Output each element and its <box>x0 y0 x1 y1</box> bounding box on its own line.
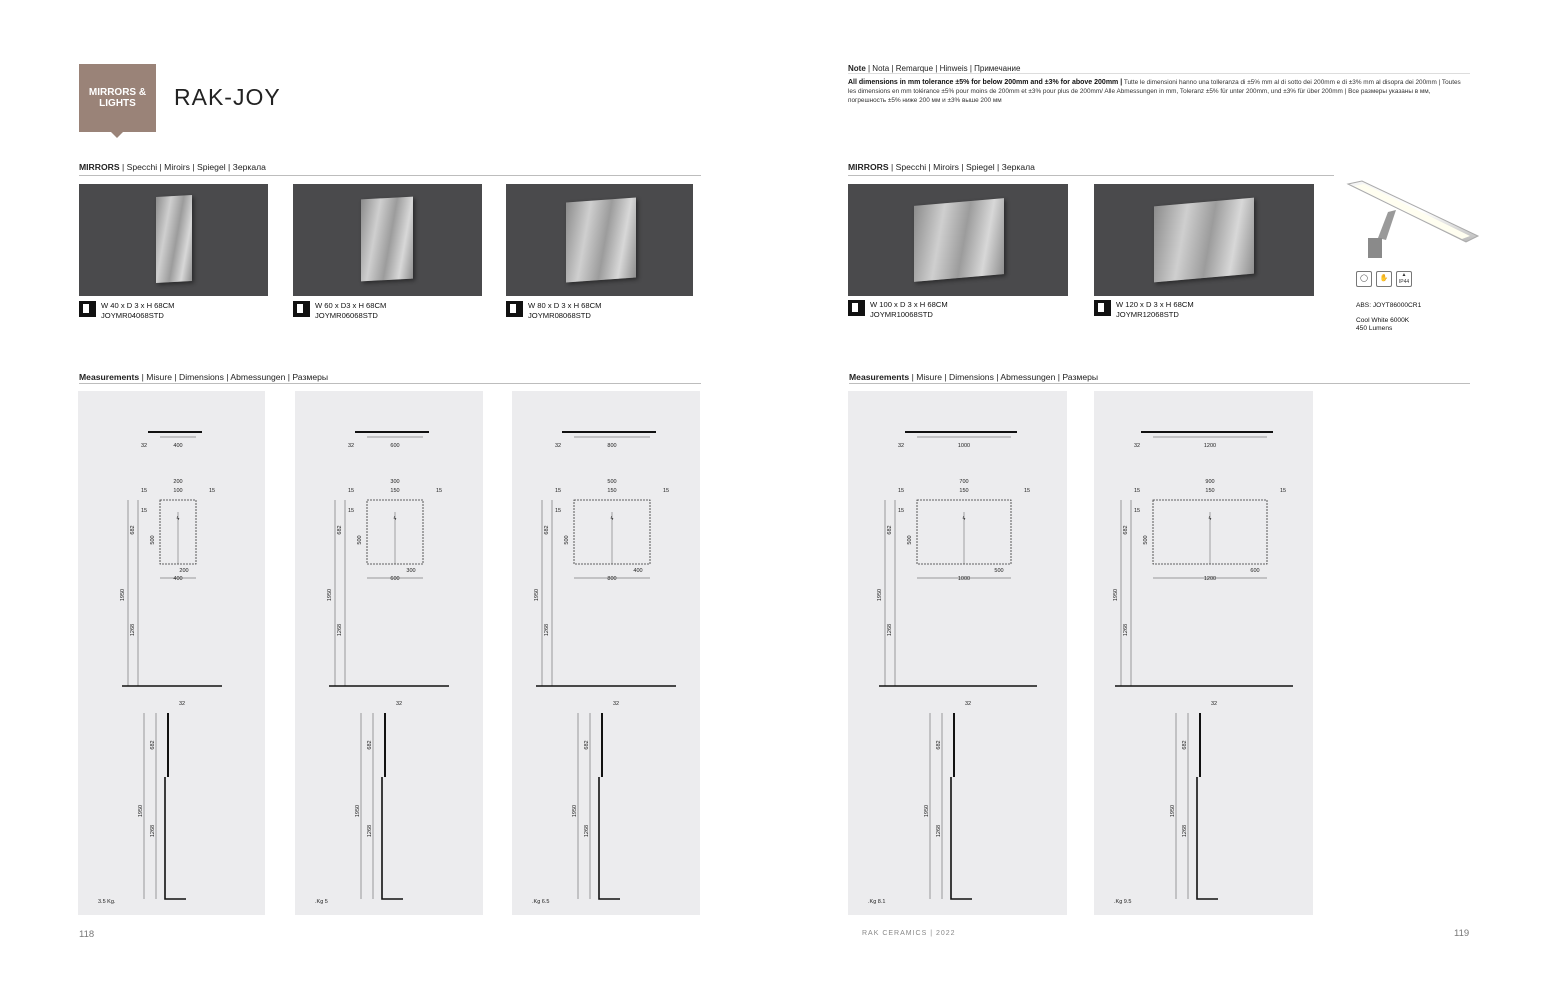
mirror-height-label: 500 <box>1143 535 1149 545</box>
product-caption-100: W 100 x D 3 x H 68CM JOYMR10068STD <box>848 300 948 320</box>
floor-height-label: 1268 <box>130 623 136 637</box>
drawing-panel-40 <box>78 391 265 915</box>
side-view-wall <box>951 777 972 899</box>
mirrors-heading-left: MIRRORS | Specchi | Miroirs | Spiegel | Зеркала <box>79 162 266 172</box>
product-caption-60: W 60 x D3 x H 68CM JOYMR06068STD <box>293 301 386 321</box>
lamp-feature-icons <box>1356 271 1412 287</box>
top-width-label: 1000 <box>957 443 971 449</box>
hand-icon: ✋ <box>1376 271 1392 287</box>
edge-label-left: 15 <box>897 488 905 494</box>
mirrors-rule-left <box>79 175 701 176</box>
note-heading: Note | Nota | Remarque | Hinweis | Примечание <box>848 64 1021 73</box>
product-photo-40 <box>79 184 268 296</box>
weight-label: .Kg 6.5 <box>532 899 550 905</box>
edge-label-top: 15 <box>897 508 905 514</box>
inner-label: 150 <box>1205 488 1215 494</box>
mirrors-rule-right <box>848 175 1334 176</box>
side-height-label: 682 <box>150 740 156 750</box>
page-number-right: 119 <box>1454 928 1470 939</box>
side-view-wall <box>165 777 186 899</box>
edge-label-right: 15 <box>435 488 443 494</box>
inner-label: 150 <box>607 488 617 494</box>
drawing-panel-100 <box>848 391 1067 915</box>
top-span-label: 300 <box>390 479 400 485</box>
edge-label-left: 15 <box>554 488 562 494</box>
side-floor-label: 1268 <box>150 824 156 838</box>
mirror-height-label: 500 <box>357 535 363 545</box>
weight-label: .Kg 5 <box>315 899 328 905</box>
product-photo-120 <box>1094 184 1314 296</box>
front-width-label: 1200 <box>1203 576 1217 582</box>
bulb-icon: ◯ <box>1356 271 1372 287</box>
edge-label-right: 15 <box>1023 488 1031 494</box>
light-icon: ϟ <box>176 516 180 522</box>
product-caption-40: W 40 x D 3 x H 68CM JOYMR04068STD <box>79 301 174 321</box>
drawing-panel-120 <box>1094 391 1313 915</box>
mirror-height-label: 500 <box>564 535 570 545</box>
side-view-wall <box>599 777 620 899</box>
half-width-label: 400 <box>633 568 643 574</box>
top-width-label: 800 <box>607 443 617 449</box>
edge-label-top: 15 <box>1133 508 1141 514</box>
total-height-label: 1950 <box>534 588 540 602</box>
footer-brand: RAK CERAMICS | 2022 <box>862 930 956 937</box>
side-height-label: 682 <box>584 740 590 750</box>
inner-label: 150 <box>959 488 969 494</box>
total-height-label: 1950 <box>877 588 883 602</box>
height-label: 682 <box>337 525 343 535</box>
depth-label: 32 <box>1133 443 1141 449</box>
edge-label-top: 15 <box>140 508 148 514</box>
front-width-label: 600 <box>390 576 400 582</box>
side-view-wall <box>1197 777 1218 899</box>
mirror-height-label: 500 <box>150 535 156 545</box>
edge-label-right: 15 <box>208 488 216 494</box>
top-span-label: 200 <box>173 479 183 485</box>
weight-label: 3.5 Kg. <box>98 899 116 905</box>
note-rule <box>848 73 1470 74</box>
product-photo-60 <box>293 184 482 296</box>
edge-label-left: 15 <box>347 488 355 494</box>
lamp-code: ABS: JOYT86000CR1 <box>1356 302 1422 309</box>
light-icon: ϟ <box>962 516 966 522</box>
inner-label: 150 <box>390 488 400 494</box>
lamp-photo <box>1340 178 1480 266</box>
dimension-icon <box>79 301 96 317</box>
front-width-label: 1000 <box>957 576 971 582</box>
edge-label-left: 15 <box>140 488 148 494</box>
side-depth-label: 32 <box>395 701 403 707</box>
badge-label: MIRRORS & LIGHTS <box>88 87 147 109</box>
side-total-label: 1950 <box>355 804 361 818</box>
measurements-heading-right: Measurements | Misure | Dimensions | Abmessungen | Размеры <box>849 372 1099 382</box>
side-depth-label: 32 <box>178 701 186 707</box>
measurements-rule-right <box>849 383 1470 384</box>
dimension-icon <box>848 300 865 316</box>
total-height-label: 1950 <box>120 588 126 602</box>
technical-drawing <box>295 391 483 915</box>
side-height-label: 682 <box>1182 740 1188 750</box>
floor-height-label: 1268 <box>337 623 343 637</box>
top-span-label: 500 <box>607 479 617 485</box>
top-span-label: 700 <box>959 479 969 485</box>
edge-label-top: 15 <box>347 508 355 514</box>
floor-height-label: 1268 <box>887 623 893 637</box>
lamp-color: Cool White 6000K <box>1356 317 1410 324</box>
edge-label-top: 15 <box>554 508 562 514</box>
side-floor-label: 1268 <box>1182 824 1188 838</box>
page-title: RAK-JOY <box>174 84 281 110</box>
side-height-label: 682 <box>367 740 373 750</box>
side-total-label: 1950 <box>1170 804 1176 818</box>
edge-label-right: 15 <box>1279 488 1287 494</box>
product-photo-80 <box>506 184 693 296</box>
drawing-panel-60 <box>295 391 483 915</box>
technical-drawing <box>1094 391 1313 915</box>
dimension-icon <box>506 301 523 317</box>
height-label: 682 <box>1123 525 1129 535</box>
product-caption-80: W 80 x D 3 x H 68CM JOYMR08068STD <box>506 301 601 321</box>
product-caption-120: W 120 x D 3 x H 68CM JOYMR12068STD <box>1094 300 1194 320</box>
side-depth-label: 32 <box>612 701 620 707</box>
side-total-label: 1950 <box>138 804 144 818</box>
weight-label: .Kg 9.5 <box>1114 899 1132 905</box>
side-view-wall <box>382 777 403 899</box>
half-width-label: 600 <box>1250 568 1260 574</box>
floor-height-label: 1268 <box>544 623 550 637</box>
category-badge <box>79 64 156 132</box>
height-label: 682 <box>887 525 893 535</box>
side-floor-label: 1268 <box>367 824 373 838</box>
edge-label-right: 15 <box>662 488 670 494</box>
top-width-label: 400 <box>173 443 183 449</box>
depth-label: 32 <box>554 443 562 449</box>
lamp-lumens: 450 Lumens <box>1356 325 1393 332</box>
half-width-label: 200 <box>179 568 189 574</box>
product-photo-100 <box>848 184 1068 296</box>
floor-height-label: 1268 <box>1123 623 1129 637</box>
side-height-label: 682 <box>936 740 942 750</box>
side-depth-label: 32 <box>964 701 972 707</box>
drawing-panel-80 <box>512 391 700 915</box>
mirrors-heading-right: MIRRORS | Specchi | Miroirs | Spiegel | Зеркала <box>848 162 1035 172</box>
half-width-label: 500 <box>994 568 1004 574</box>
depth-label: 32 <box>140 443 148 449</box>
inner-label: 100 <box>173 488 183 494</box>
dimension-icon <box>293 301 310 317</box>
height-label: 682 <box>544 525 550 535</box>
mirror-height-label: 500 <box>907 535 913 545</box>
depth-label: 32 <box>347 443 355 449</box>
edge-label-left: 15 <box>1133 488 1141 494</box>
ip44-icon: ▲ IP44 <box>1396 271 1412 287</box>
side-floor-label: 1268 <box>936 824 942 838</box>
side-depth-label: 32 <box>1210 701 1218 707</box>
top-width-label: 1200 <box>1203 443 1217 449</box>
technical-drawing <box>78 391 265 915</box>
front-width-label: 400 <box>173 576 183 582</box>
front-width-label: 800 <box>607 576 617 582</box>
top-span-label: 900 <box>1205 479 1215 485</box>
side-floor-label: 1268 <box>584 824 590 838</box>
dimension-icon <box>1094 300 1111 316</box>
total-height-label: 1950 <box>327 588 333 602</box>
height-label: 682 <box>130 525 136 535</box>
top-width-label: 600 <box>390 443 400 449</box>
page-number-left: 118 <box>79 929 95 940</box>
measurements-heading-left: Measurements | Misure | Dimensions | Abmessungen | Размеры <box>79 372 329 382</box>
technical-drawing <box>848 391 1067 915</box>
badge-notch <box>111 132 123 138</box>
note-text: All dimensions in mm tolerance ±5% for below 200mm and ±3% for above 200mm | Tutte le dimensioni hanno una tolleranza di ±5% mm al di sotto dei 200mm e di ±3% mm al disopra dei 200mm | Toutes les dimensions en mm tolérance ±5% pour moins de 200mm et ±3% pour plus de 200mm/ Alle Abmessungen in mm, Toleranz ±5% für unter 200mm, und ±3% für über 200mm | Все размеры указаны в мм, погрешность ±5% ниже 200 мм и ±3% выше 200 мм <box>848 79 1461 104</box>
total-height-label: 1950 <box>1113 588 1119 602</box>
side-total-label: 1950 <box>572 804 578 818</box>
measurements-rule-left <box>79 383 701 384</box>
light-icon: ϟ <box>1208 516 1212 522</box>
weight-label: .Kg 8.1 <box>868 899 886 905</box>
light-icon: ϟ <box>610 516 614 522</box>
light-icon: ϟ <box>393 516 397 522</box>
depth-label: 32 <box>897 443 905 449</box>
side-total-label: 1950 <box>924 804 930 818</box>
technical-drawing <box>512 391 700 915</box>
half-width-label: 300 <box>406 568 416 574</box>
